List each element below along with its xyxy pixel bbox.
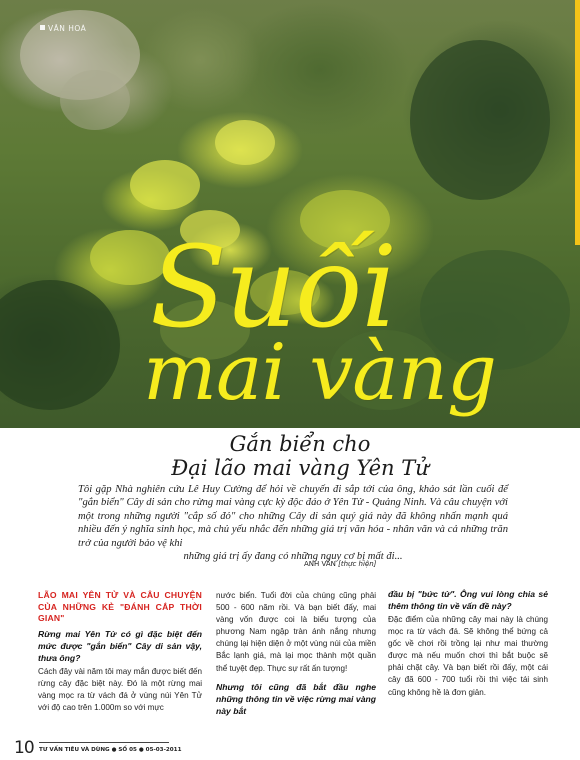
lead-text: Tôi gặp Nhà nghiên cứu Lê Huy Cường để hỏi về chuyến đi sắp tới của ông, khảo sát lần cuối để "gắn biển" Cây di sản cho rừng mai vàng cực kỳ độc đáo ở Yên Tử - Quảng Ninh. Và câu chuyện với một trong những người "cắp số đỏ" cho những Cây di sản quý giá này đã không nhấn mạnh quá nhiều đến ý nghĩa sinh học, mà chủ yếu nhắc đến những giá trị văn hóa - nhân văn và cả những trăn trở của người bảo vệ khi <box>78 484 508 549</box>
lead-paragraph <box>78 483 508 563</box>
section-heading: LÃO MAI YÊN TỬ VÀ CÂU CHUYỆN CỦA NHỮNG KẺ "ĐÁNH CẮP THỜI GIAN" <box>38 590 202 623</box>
tree-canopy <box>0 280 120 410</box>
page-number: 10 <box>14 738 34 758</box>
article-column-2 <box>216 590 376 719</box>
lead-last-line: những giá trị ấy đang có những nguy cơ bị mất đi... <box>183 551 403 563</box>
tree-canopy <box>215 120 275 165</box>
publication-info: TƯ VẤN TIÊU VÀ DÙNG ● SỐ 05 ● 05-03-2011 <box>39 747 182 753</box>
column-body: nước biển. Tuổi đời của chúng cũng phải 500 - 600 năm rồi. Và bạn biết đấy, mai vàng vốn được coi là biểu tượng của phương Nam ngập tràn ánh nắng nhưng chúng lại hiện diện ở một vùng núi của miền Bắc lạnh giá, mà lại mọc thành một quần thể tuyệt đẹp. Thực sự rất ấn tượng! <box>216 591 376 673</box>
title-line-2: mai vàng <box>143 328 496 418</box>
subtitle-line-1: Gắn biển cho <box>229 432 371 456</box>
subtitle-line-2: Đại lão mai vàng Yên Tử <box>171 456 429 480</box>
interview-question: Nhưng tôi cũng đã bắt đầu nghe những thông tin về việc rừng mai vàng này bắt <box>216 681 376 716</box>
interview-question: đầu bị "bức tử". Ông vui lòng chia sẻ thêm thông tin về vấn đề này? <box>388 589 548 611</box>
tree-canopy <box>130 160 200 210</box>
article-column-3 <box>388 586 548 699</box>
column-body: Cách đây vài năm tôi may mắn được biết đến rừng cây đặc biệt này. Đó là một rừng mai vàng mọc ra từ vách đá ở vùng núi Yên Tử với độ cao trên 1.000m so với mực <box>38 666 202 712</box>
accent-bar <box>575 0 580 245</box>
article-column-1 <box>38 586 202 714</box>
interview-question: Rừng mai Yên Tử có gì đặc biệt đến mức được "gắn biển" Cây di sản vậy, thưa ông? <box>38 628 202 663</box>
footer-divider <box>39 742 169 743</box>
section-tag: VĂN HOÁ <box>40 24 86 33</box>
square-bullet-icon <box>40 25 45 30</box>
rock-cliff <box>60 70 130 130</box>
column-body: Đặc điểm của những cây mai này là chúng mọc ra từ vách đá. Sẽ không thể bứng cả gốc về chơi rồi trồng lại như mai thường được mà nếu muốn chơi thì bắt buộc sẽ phải chặt cây. Và bạn biết rồi đấy, một cái cây đã 600 - 700 tuổi rồi thì việc tái sinh cũng không hề là đơn giản. <box>388 615 548 697</box>
author-credit: ANH VÂN [thực hiện] <box>304 560 377 568</box>
tree-canopy <box>410 40 550 200</box>
title-line-1: Suối <box>150 223 396 353</box>
